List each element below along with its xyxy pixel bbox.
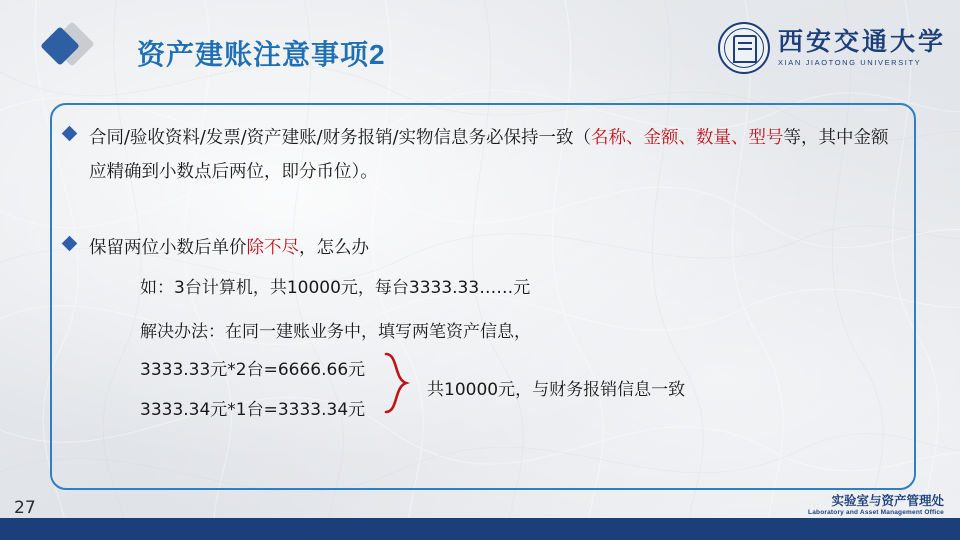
bullet-1-part2: 等，其中金额应精确到小数点后两位，即分币位）。 xyxy=(89,128,889,182)
diamond-bullet-icon xyxy=(62,236,78,252)
department-name-en: Laboratory and Asset Management Office xyxy=(808,508,944,516)
bullet-item-2 xyxy=(64,231,764,265)
bullet-1-highlight: 名称、金额、数量、型号 xyxy=(590,128,784,148)
university-name-block xyxy=(778,30,946,67)
bullet-1-part1: 合同/验收资料/发票/资产建账/财务报销/实物信息务必保持一致（ xyxy=(89,128,591,148)
page-title: 资产建账注意事项2 xyxy=(137,39,386,70)
decorative-diamond-icon xyxy=(46,28,90,72)
bullet-item-1 xyxy=(64,121,894,189)
university-seal-icon xyxy=(718,22,770,74)
footer-bar xyxy=(0,518,960,540)
university-name-en: XIAN JIAOTONG UNIVERSITY xyxy=(777,57,922,67)
example-line: 如：3台计算机，共10000元，每台3333.33……元 xyxy=(140,278,531,298)
curly-brace-icon xyxy=(382,352,410,414)
bullet-2-part2: ，怎么办 xyxy=(299,238,369,258)
content-box xyxy=(50,103,916,490)
summary-note: 共10000元，与财务报销信息一致 xyxy=(427,380,686,400)
solution-line: 解决办法：在同一建账业务中，填写两笔资产信息， xyxy=(140,322,531,342)
bullet-2-part1: 保留两位小数后单价 xyxy=(89,238,247,258)
university-logo xyxy=(718,22,946,74)
slide-header xyxy=(0,0,960,96)
calculation-line-2: 3333.34元*1台=3333.34元 xyxy=(140,400,366,420)
calculation-line-1: 3333.33元*2台=6666.66元 xyxy=(140,360,366,380)
department-name-cn: 实验室与资产管理处 xyxy=(831,493,944,509)
page-number: 27 xyxy=(14,498,36,518)
diamond-bullet-icon xyxy=(62,126,78,142)
bullet-2-text xyxy=(89,231,369,265)
department-footer xyxy=(808,494,944,516)
bullet-2-highlight: 除不尽 xyxy=(246,238,299,258)
university-name-cn: 西安交通大学 xyxy=(777,28,946,56)
bullet-1-text xyxy=(89,121,894,189)
